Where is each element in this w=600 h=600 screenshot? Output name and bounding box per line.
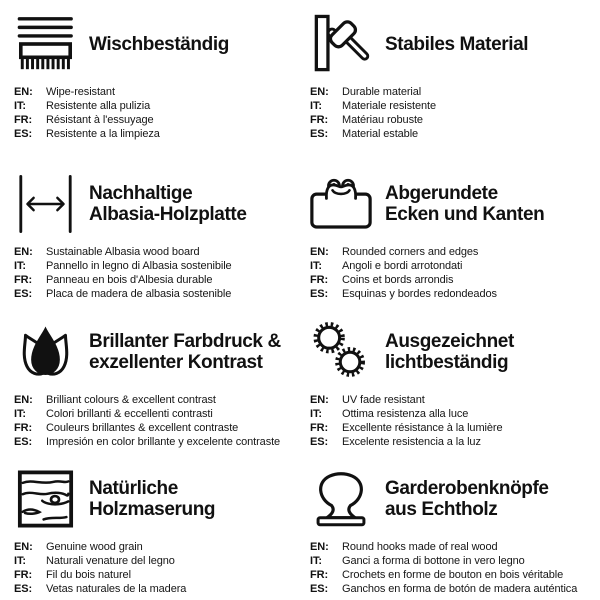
- feature-header: [310, 173, 598, 235]
- translation-row: [310, 554, 598, 568]
- translation-row: [310, 287, 598, 301]
- board-width-arrow-icon: [14, 174, 76, 234]
- feature-card-durable-material: [300, 0, 600, 160]
- translation-row: [310, 435, 598, 449]
- translation-row: [14, 99, 298, 113]
- translation-lang-label: FR:: [14, 114, 33, 126]
- translation-text: Material estable: [342, 128, 419, 140]
- translation-list: [310, 245, 598, 301]
- translation-lang-label: FR:: [14, 569, 33, 581]
- feature-title: [89, 34, 229, 55]
- translation-text: Ottima resistenza alla luce: [342, 408, 469, 420]
- wooden-knob-icon: [310, 469, 372, 529]
- translation-text: Colori brillanti & eccellenti contrasti: [46, 408, 213, 420]
- translation-text: Couleurs brillantes & excellent contraste: [46, 422, 239, 434]
- translation-text: Durable material: [342, 86, 422, 98]
- translation-lang-label: EN:: [310, 541, 329, 553]
- translation-text: Matériau robuste: [342, 114, 423, 126]
- translation-text: Wipe-resistant: [46, 86, 115, 98]
- translation-lang-label: ES:: [14, 128, 33, 140]
- translation-lang-label: FR:: [14, 274, 33, 286]
- translation-text: Excelente resistencia a la luz: [342, 436, 481, 448]
- translation-lang-label: EN:: [14, 541, 33, 553]
- translation-row: [14, 85, 298, 99]
- feature-title-line: Wischbeständig: [89, 33, 229, 55]
- translation-lang-label: ES:: [14, 436, 33, 448]
- translation-text: Rounded corners and edges: [342, 246, 479, 258]
- feature-title-line: Ecken und Kanten: [385, 204, 545, 225]
- translation-text: Resistente a la limpieza: [46, 128, 160, 140]
- feature-title-line: Nachhaltige: [89, 183, 193, 204]
- translation-list: [14, 393, 298, 449]
- translation-list: [310, 85, 598, 141]
- translation-list: [14, 245, 298, 301]
- translation-row: [310, 407, 598, 421]
- translation-row: [310, 273, 598, 287]
- feature-header: [14, 13, 298, 75]
- translation-row: [310, 393, 598, 407]
- translation-row: [14, 259, 298, 273]
- translation-lang-label: IT:: [14, 260, 26, 272]
- translation-text: Panneau en bois d'Albesia durable: [46, 274, 213, 286]
- translation-lang-label: IT:: [14, 555, 26, 567]
- wipe-brush-icon: [14, 14, 76, 74]
- translation-lang-label: FR:: [14, 422, 33, 434]
- feature-title: [89, 478, 215, 520]
- translation-text: Impresión en color brillante y excelente contraste: [46, 436, 281, 448]
- translation-text: Esquinas y bordes redondeados: [342, 288, 497, 300]
- feature-card-natural-wood-grain: [0, 455, 300, 600]
- feature-header: [310, 321, 598, 383]
- translation-lang-label: ES:: [310, 128, 329, 140]
- wood-grain-icon: [14, 469, 76, 529]
- feature-title: [89, 183, 247, 225]
- feature-title-line: Natürliche: [89, 478, 178, 499]
- ink-drops-icon: [14, 322, 76, 382]
- translation-list: [310, 540, 598, 596]
- translation-row: [310, 568, 598, 582]
- translation-row: [310, 540, 598, 554]
- feature-title-line: Brillanter Farbdruck &: [89, 331, 281, 352]
- translation-lang-label: ES:: [14, 288, 33, 300]
- feature-title: [385, 34, 528, 55]
- translation-row: [310, 99, 598, 113]
- translation-text: Sustainable Albasia wood board: [46, 246, 200, 258]
- translation-list: [310, 393, 598, 449]
- translation-row: [310, 245, 598, 259]
- translation-lang-label: FR:: [310, 114, 329, 126]
- translation-lang-label: IT:: [310, 260, 322, 272]
- feature-title-line: Stabiles Material: [385, 33, 529, 55]
- translation-row: [310, 113, 598, 127]
- translation-lang-label: IT:: [310, 555, 322, 567]
- feature-header: [14, 173, 298, 235]
- translation-row: [14, 393, 298, 407]
- translation-lang-label: FR:: [310, 274, 329, 286]
- translation-lang-label: EN:: [310, 394, 329, 406]
- translation-row: [14, 568, 298, 582]
- translation-text: Brilliant colours & excellent contrast: [46, 394, 216, 406]
- translation-lang-label: EN:: [310, 246, 329, 258]
- feature-header: [310, 468, 598, 530]
- translation-row: [310, 421, 598, 435]
- translation-lang-label: FR:: [310, 569, 329, 581]
- translation-row: [14, 245, 298, 259]
- feature-header: [14, 321, 298, 383]
- feature-card-wipe-resistant: [0, 0, 300, 160]
- translation-text: Resistente alla pulizia: [46, 100, 151, 112]
- feature-title-line: Albasia-Holzplatte: [89, 204, 247, 225]
- translation-row: [310, 85, 598, 99]
- translation-lang-label: IT:: [310, 408, 322, 420]
- feature-title: [385, 478, 549, 520]
- translation-row: [14, 582, 298, 596]
- translation-row: [310, 259, 598, 273]
- feature-card-sustainable-albasia-board: [0, 160, 300, 308]
- translation-row: [14, 540, 298, 554]
- translation-text: Naturali venature del legno: [46, 555, 175, 567]
- translation-text: Crochets en forme de bouton en bois véritable: [342, 569, 564, 581]
- translation-lang-label: FR:: [310, 422, 329, 434]
- translation-lang-label: EN:: [310, 86, 329, 98]
- translation-row: [14, 273, 298, 287]
- feature-card-rounded-corners: [300, 160, 600, 308]
- translation-lang-label: EN:: [14, 86, 33, 98]
- translation-lang-label: EN:: [14, 394, 33, 406]
- translation-row: [14, 127, 298, 141]
- translation-text: Pannello in legno di Albasia sostenibile: [46, 260, 232, 272]
- translation-lang-label: IT:: [14, 100, 26, 112]
- translation-text: Vetas naturales de la madera: [46, 583, 187, 595]
- translation-list: [14, 85, 298, 141]
- feature-title: [385, 331, 514, 373]
- feature-title-line: lichtbeständig: [385, 352, 509, 373]
- translation-row: [14, 554, 298, 568]
- translation-lang-label: EN:: [14, 246, 33, 258]
- translation-lang-label: IT:: [310, 100, 322, 112]
- translation-row: [310, 127, 598, 141]
- translation-row: [14, 113, 298, 127]
- translation-text: Materiale resistente: [342, 100, 436, 112]
- feature-title-line: Abgerundete: [385, 183, 498, 204]
- feature-header: [14, 468, 298, 530]
- translation-text: Excellente résistance à la lumière: [342, 422, 503, 434]
- translation-row: [14, 421, 298, 435]
- translation-row: [310, 582, 598, 596]
- feature-card-brilliant-print: [0, 308, 300, 455]
- uv-suns-icon: [310, 322, 372, 382]
- translation-text: Genuine wood grain: [46, 541, 143, 553]
- translation-text: Ganchos en forma de botón de madera auténtica: [342, 583, 578, 595]
- translation-lang-label: ES:: [310, 288, 329, 300]
- rounded-corners-frog-icon: [310, 174, 372, 234]
- feature-title: [385, 183, 544, 225]
- feature-title: [89, 331, 281, 373]
- translation-lang-label: ES:: [310, 436, 329, 448]
- feature-header: [310, 13, 598, 75]
- translation-list: [14, 540, 298, 596]
- feature-title-line: Ausgezeichnet: [385, 331, 514, 352]
- feature-card-real-wood-knobs: [300, 455, 600, 600]
- translation-text: Placa de madera de albasia sostenible: [46, 288, 232, 300]
- translation-text: Round hooks made of real wood: [342, 541, 498, 553]
- feature-title-line: Holzmaserung: [89, 499, 216, 520]
- translation-text: Ganci a forma di bottone in vero legno: [342, 555, 525, 567]
- translation-text: UV fade resistant: [342, 394, 425, 406]
- feature-card-light-resistant: [300, 308, 600, 455]
- translation-lang-label: IT:: [14, 408, 26, 420]
- translation-text: Angoli e bordi arrotondati: [342, 260, 463, 272]
- feature-title-line: aus Echtholz: [385, 499, 498, 520]
- translation-row: [14, 435, 298, 449]
- translation-lang-label: ES:: [14, 583, 33, 595]
- translation-text: Fil du bois naturel: [46, 569, 131, 581]
- feature-title-line: exzellenter Kontrast: [89, 352, 263, 373]
- translation-row: [14, 287, 298, 301]
- hammer-board-icon: [310, 14, 372, 74]
- translation-text: Coins et bords arrondis: [342, 274, 454, 286]
- feature-title-line: Garderobenknöpfe: [385, 478, 549, 499]
- translation-lang-label: ES:: [310, 583, 329, 595]
- translation-text: Résistant à l'essuyage: [46, 114, 154, 126]
- translation-row: [14, 407, 298, 421]
